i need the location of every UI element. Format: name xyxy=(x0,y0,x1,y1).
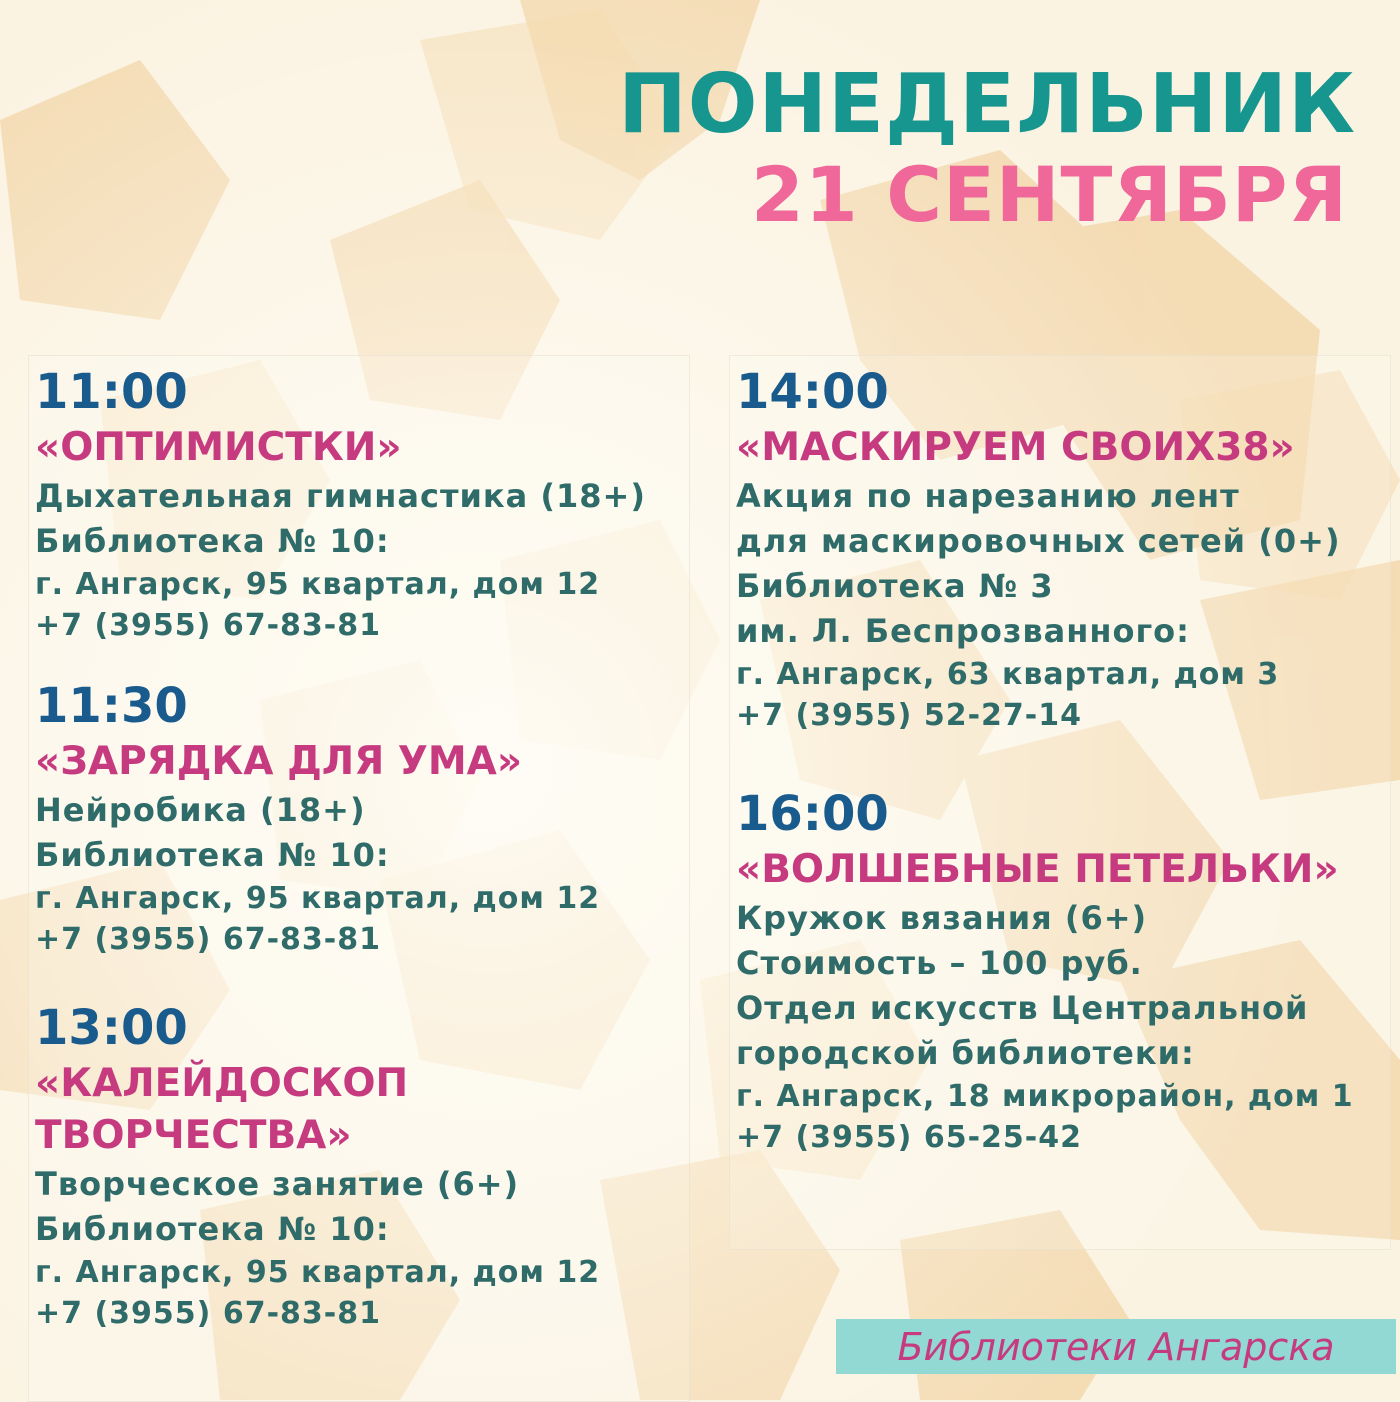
event-title: «КАЛЕЙДОСКОП xyxy=(35,1061,409,1106)
events-column-right xyxy=(729,355,1391,1250)
event-library: Отдел искусств Центральной xyxy=(736,989,1309,1027)
event-description-continued: для маскировочных сетей (0+) xyxy=(736,522,1341,560)
event-library: Библиотека № 10: xyxy=(35,522,390,560)
event-address: г. Ангарск, 18 микрорайон, дом 1 xyxy=(736,1079,1354,1114)
event-title: «ВОЛШЕБНЫЕ ПЕТЕЛЬКИ» xyxy=(736,847,1339,892)
event-time: 11:30 xyxy=(35,678,188,734)
event-address: г. Ангарск, 63 квартал, дом 3 xyxy=(736,657,1280,692)
footer-label: Библиотеки Ангарска xyxy=(897,1324,1335,1369)
event-title-continued: ТВОРЧЕСТВА» xyxy=(35,1113,352,1158)
event-phone: +7 (3955) 67-83-81 xyxy=(35,608,381,643)
footer-badge xyxy=(836,1319,1396,1374)
event-library: Библиотека № 10: xyxy=(35,836,390,874)
event-card xyxy=(736,362,1341,736)
event-title: «ЗАРЯДКА ДЛЯ УМА» xyxy=(35,739,523,784)
event-library-continued: им. Л. Беспрозванного: xyxy=(736,612,1190,650)
event-card xyxy=(35,362,646,646)
event-time: 11:00 xyxy=(35,364,188,420)
event-phone: +7 (3955) 65-25-42 xyxy=(736,1120,1082,1155)
event-description: Дыхательная гимнастика (18+) xyxy=(35,477,646,515)
event-address: г. Ангарск, 95 квартал, дом 12 xyxy=(35,881,601,916)
event-phone: +7 (3955) 67-83-81 xyxy=(35,922,381,957)
event-address: г. Ангарск, 95 квартал, дом 12 xyxy=(35,1255,601,1290)
event-description: Кружок вязания (6+) xyxy=(736,899,1148,937)
event-card xyxy=(736,784,1354,1158)
event-description: Творческое занятие (6+) xyxy=(35,1165,520,1203)
event-time: 14:00 xyxy=(736,364,889,420)
weekday-heading: ПОНЕДЕЛЬНИК xyxy=(618,57,1356,152)
event-title: «ОПТИМИСТКИ» xyxy=(35,425,402,470)
event-description: Акция по нарезанию лент xyxy=(736,477,1240,515)
event-time: 13:00 xyxy=(35,1000,188,1056)
event-phone: +7 (3955) 52-27-14 xyxy=(736,698,1082,733)
event-description: Нейробика (18+) xyxy=(35,791,366,829)
event-time: 16:00 xyxy=(736,786,889,842)
event-library-continued: городской библиотеки: xyxy=(736,1034,1195,1072)
event-library: Библиотека № 10: xyxy=(35,1210,390,1248)
event-title: «МАСКИРУЕМ СВОИХ38» xyxy=(736,425,1295,470)
schedule-header xyxy=(618,58,1356,238)
event-card xyxy=(35,998,600,1334)
events-column-left xyxy=(28,355,690,1402)
event-card xyxy=(35,676,600,960)
date-heading: 21 СЕНТЯБРЯ xyxy=(750,150,1348,239)
event-price: Стоимость – 100 руб. xyxy=(736,944,1143,982)
event-library: Библиотека № 3 xyxy=(736,567,1054,605)
event-address: г. Ангарск, 95 квартал, дом 12 xyxy=(35,567,601,602)
event-phone: +7 (3955) 67-83-81 xyxy=(35,1296,381,1331)
